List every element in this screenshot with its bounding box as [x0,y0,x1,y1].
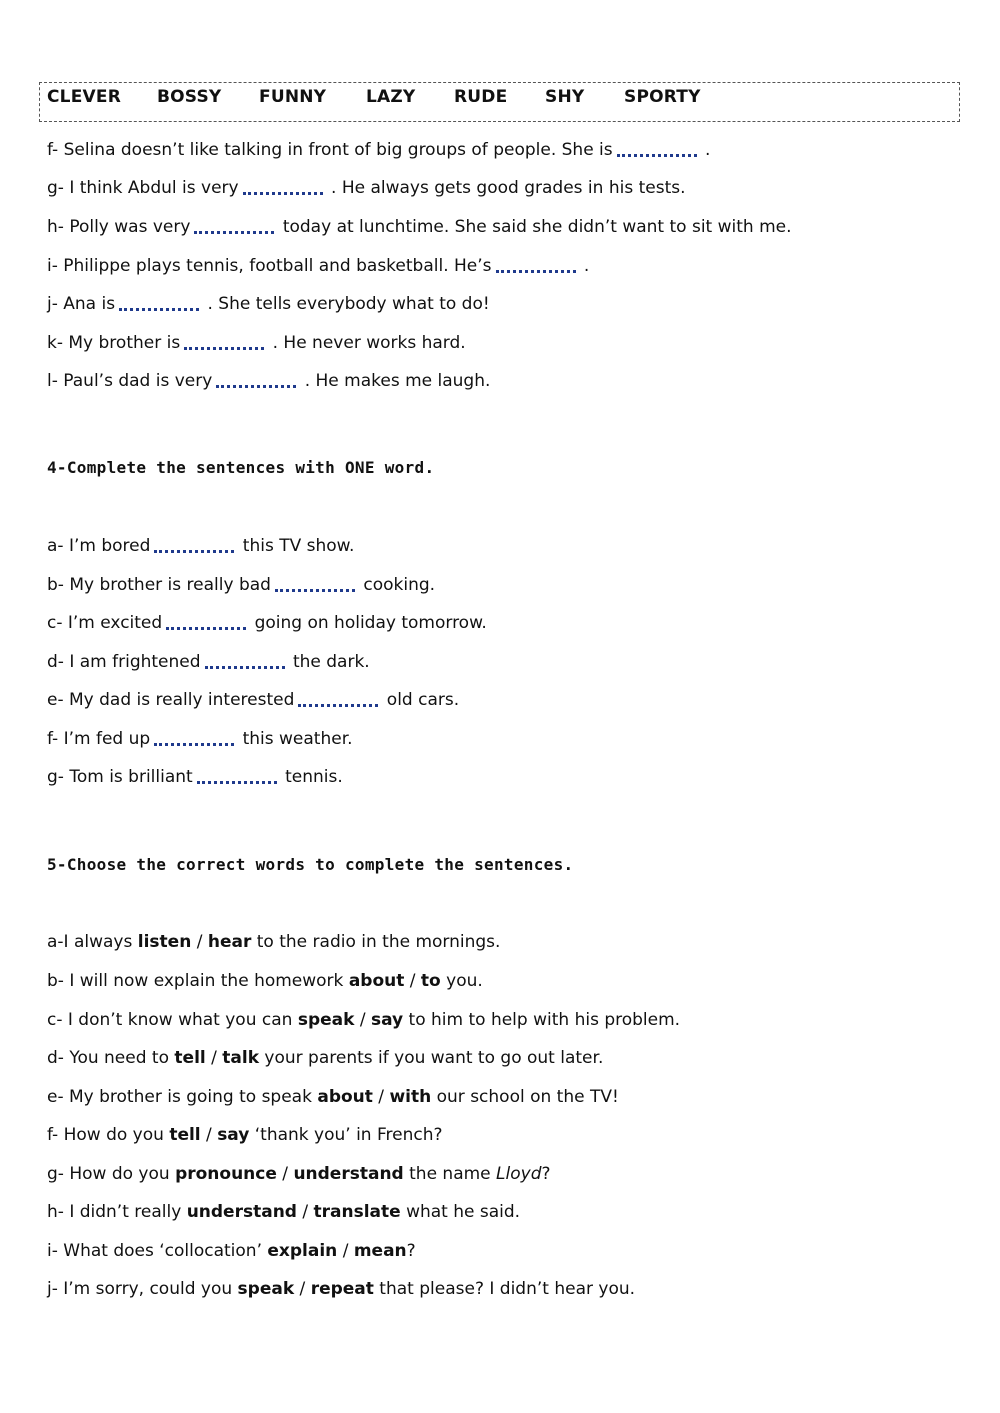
sentence-i: i- Philippe plays tennis, football and basketball. He’s . [47,256,590,276]
option-2[interactable]: with [389,1087,432,1107]
sentence-l: l- Paul’s dad is very . He makes me laugh. [47,371,491,391]
sentence-j: j- Ana is . She tells everybody what to do! [47,294,490,314]
answer-blank[interactable] [275,575,355,592]
answer-blank[interactable] [243,178,323,195]
option-2[interactable]: translate [313,1202,401,1222]
answer-blank[interactable] [154,536,234,553]
section-5-heading: 5-Choose the correct words to complete the sentences. [47,855,574,874]
sentence-5b: b- I will now explain the homework about / to you. [47,971,483,991]
answer-blank[interactable] [216,371,296,388]
option-2[interactable]: understand [293,1164,404,1184]
answer-blank[interactable] [617,140,697,157]
option-2[interactable]: say [370,1010,404,1030]
answer-blank[interactable] [197,767,277,784]
option-2[interactable]: say [217,1125,250,1145]
sentence-4b: b- My brother is really bad cooking. [47,575,436,595]
sentence-5j: j- I’m sorry, could you speak / repeat that please? I didn’t hear you. [47,1279,636,1299]
sentence-5a: a-I always listen / hear to the radio in the mornings. [47,932,501,952]
sentence-4f: f- I’m fed up this weather. [47,729,353,749]
option-1[interactable]: pronounce [175,1164,277,1184]
option-2[interactable]: talk [222,1048,259,1068]
sentence-g: g- I think Abdul is very . He always gets good grades in his tests. [47,178,686,198]
sentence-k: k- My brother is . He never works hard. [47,333,466,353]
sentence-5i: i- What does ‘collocation’ explain / mean? [47,1241,416,1261]
option-1[interactable]: understand [186,1202,297,1222]
word-bank-item: FUNNY [259,87,327,107]
sentence-5e: e- My brother is going to speak about / with our school on the TV! [47,1087,619,1107]
sentence-4c: c- I’m excited going on holiday tomorrow. [47,613,487,633]
answer-blank[interactable] [184,333,264,350]
answer-blank[interactable] [496,256,576,273]
sentence-5h: h- I didn’t really understand / translate what he said. [47,1202,521,1222]
answer-blank[interactable] [154,729,234,746]
word-bank-item: SHY [545,87,585,107]
option-1[interactable]: tell [174,1048,206,1068]
sentence-4d: d- I am frightened the dark. [47,652,370,672]
answer-blank[interactable] [205,652,285,669]
sentence-f: f- Selina doesn’t like talking in front of big groups of people. She is . [47,140,711,160]
answer-blank[interactable] [194,217,274,234]
answer-blank[interactable] [298,690,378,707]
option-1[interactable]: explain [267,1241,338,1261]
option-2[interactable]: hear [207,932,252,952]
name-lloyd: Lloyd [496,1164,542,1184]
sentence-5c: c- I don’t know what you can speak / say to him to help with his problem. [47,1010,681,1030]
sentence-4e: e- My dad is really interested old cars. [47,690,460,710]
answer-blank[interactable] [119,294,199,311]
word-bank-item: BOSSY [157,87,222,107]
word-bank-item: CLEVER [47,87,121,107]
answer-blank[interactable] [166,613,246,630]
option-1[interactable]: speak [237,1279,295,1299]
sentence-5f: f- How do you tell / say ‘thank you’ in French? [47,1125,443,1145]
section-4-heading: 4-Complete the sentences with ONE word. [47,458,435,477]
sentence-h: h- Polly was very today at lunchtime. She said she didn’t want to sit with me. [47,217,792,237]
option-2[interactable]: mean [353,1241,407,1261]
word-bank-item: LAZY [366,87,416,107]
option-1[interactable]: speak [297,1010,355,1030]
word-bank-item: RUDE [454,87,508,107]
option-2[interactable]: to [420,971,441,991]
option-1[interactable]: about [317,1087,373,1107]
sentence-4a: a- I’m bored this TV show. [47,536,355,556]
option-2[interactable]: repeat [310,1279,374,1299]
option-1[interactable]: tell [169,1125,201,1145]
sentence-4g: g- Tom is brilliant tennis. [47,767,343,787]
sentence-5d: d- You need to tell / talk your parents if you want to go out later. [47,1048,604,1068]
option-1[interactable]: about [348,971,405,991]
word-bank-item: SPORTY [624,87,701,107]
sentence-5g: g- How do you pronounce / understand the name Lloyd? [47,1164,551,1184]
option-1[interactable]: listen [137,932,192,952]
